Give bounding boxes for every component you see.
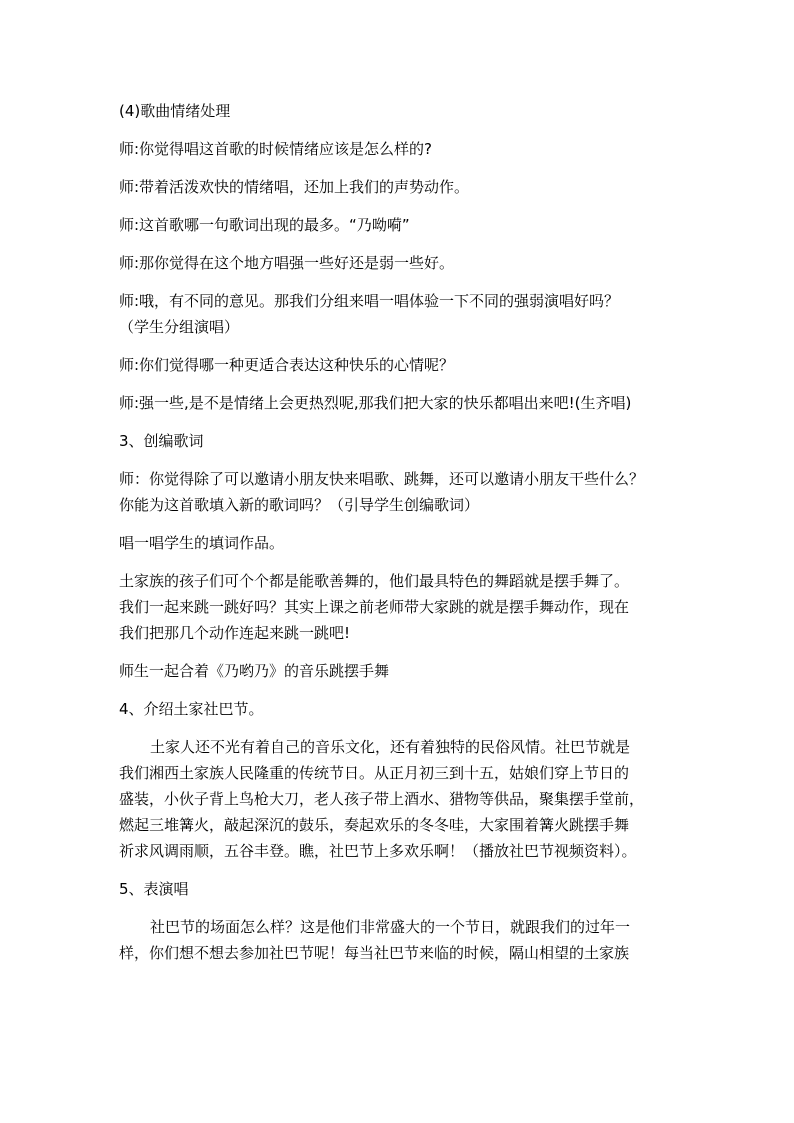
text-line: 3、创编歌词 bbox=[119, 432, 204, 450]
text-line: 师生一起合着《乃哟乃》的音乐跳摆手舞 bbox=[119, 662, 390, 680]
paragraph bbox=[119, 696, 679, 722]
text-line: (4)歌曲情绪处理 bbox=[119, 102, 231, 120]
text-line: 师:强一些,是不是情绪上会更热烈呢,那我们把大家的快乐都唱出来吧!(生齐唱) bbox=[119, 394, 632, 412]
document-page bbox=[119, 98, 679, 978]
text-line: 你能为这首歌填入新的歌词吗？（引导学生创编歌词） bbox=[119, 496, 480, 514]
text-line: 师:这首歌哪一句歌词出现的最多。“乃呦嗬” bbox=[119, 216, 410, 234]
text-line: 祈求风调雨顺，五谷丰登。瞧，社巴节上多欢乐啊！（播放社巴节视频资料）。 bbox=[119, 842, 637, 860]
text-line: 燃起三堆篝火，敲起深沉的鼓乐，奏起欢乐的冬冬哇，大家围着篝火跳摆手舞 bbox=[119, 816, 630, 834]
text-line: 样，你们想不想去参加社巴节呢！每当社巴节来临的时候，隔山相望的土家族 bbox=[119, 944, 630, 962]
paragraph bbox=[119, 212, 679, 238]
text-line: 社巴节的场面怎么样？这是他们非常盛大的一个节日，就跟我们的过年一 bbox=[150, 918, 631, 936]
text-line: 4、介绍土家社巴节。 bbox=[119, 700, 264, 718]
paragraph bbox=[119, 390, 679, 416]
paragraph bbox=[119, 174, 679, 200]
text-line: 师:你们觉得哪一种更适合表达这种快乐的心情呢？ bbox=[119, 356, 455, 374]
paragraph bbox=[119, 530, 679, 556]
text-line: 师:你觉得唱这首歌的时候情绪应该是怎么样的? bbox=[119, 140, 433, 158]
paragraph bbox=[119, 352, 679, 378]
text-line: 唱一唱学生的填词作品。 bbox=[119, 534, 285, 552]
paragraph bbox=[119, 914, 679, 966]
text-line: 土家人还不光有着自己的音乐文化，还有着独特的民俗风情。社巴节就是 bbox=[150, 738, 631, 756]
text-line: 师:带着活泼欢快的情绪唱，还加上我们的声势动作。 bbox=[119, 178, 470, 196]
paragraph bbox=[119, 658, 679, 684]
text-line: 师:那你觉得在这个地方唱强一些好还是弱一些好。 bbox=[119, 254, 455, 272]
paragraph bbox=[119, 876, 679, 902]
text-line: 我们一起来跳一跳好吗？其实上课之前老师带大家跳的就是摆手舞动作，现在 bbox=[119, 598, 630, 616]
paragraph bbox=[119, 568, 679, 646]
paragraph bbox=[119, 98, 679, 124]
paragraph bbox=[119, 466, 679, 518]
text-line: 师:哦，有不同的意见。那我们分组来唱一唱体验一下不同的强弱演唱好吗？ bbox=[119, 292, 620, 310]
paragraph bbox=[119, 734, 679, 864]
text-line: 盛装，小伙子背上鸟枪大刀，老人孩子带上酒水、猎物等供品，聚集摆手堂前， bbox=[119, 790, 645, 808]
text-line: 师：你觉得除了可以邀请小朋友快来唱歌、跳舞，还可以邀请小朋友干些什么？ bbox=[119, 470, 645, 488]
text-line: （学生分组演唱） bbox=[119, 318, 240, 336]
text-line: 我们把那几个动作连起来跳一跳吧! bbox=[119, 624, 351, 642]
paragraph bbox=[119, 288, 679, 340]
text-line: 5、表演唱 bbox=[119, 880, 189, 898]
paragraph bbox=[119, 250, 679, 276]
paragraph bbox=[119, 136, 679, 162]
paragraph bbox=[119, 428, 679, 454]
text-line: 土家族的孩子们可个个都是能歌善舞的，他们最具特色的舞蹈就是摆手舞了。 bbox=[119, 572, 630, 590]
text-line: 我们湘西土家族人民隆重的传统节日。从正月初三到十五，姑娘们穿上节日的 bbox=[119, 764, 630, 782]
